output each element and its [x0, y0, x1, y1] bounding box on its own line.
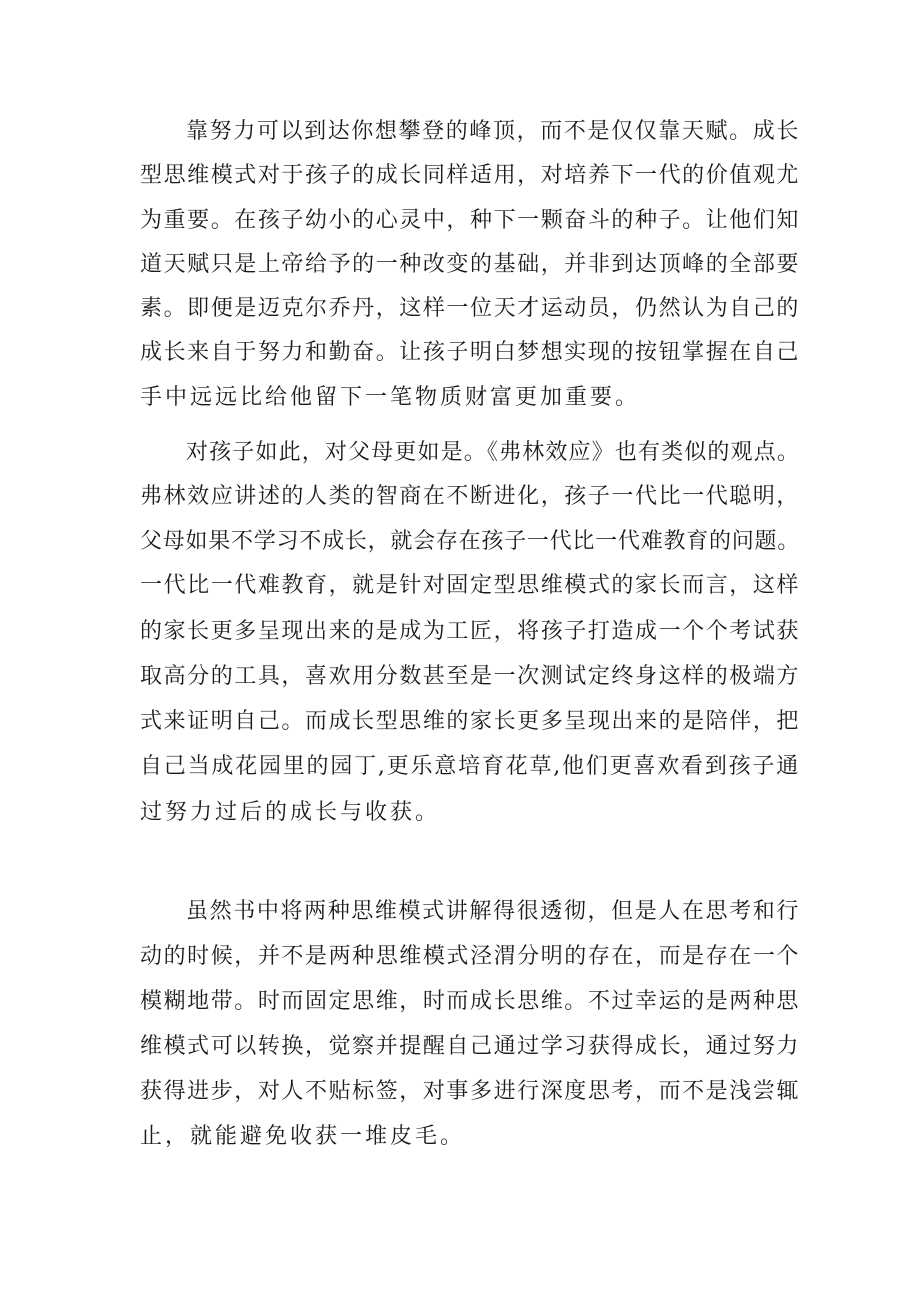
text-line: 过努力过后的成长与收获。 — [140, 800, 441, 825]
text-line: 素。即便是迈克尔乔丹，这样一位天才运动员，仍然认为自己的 — [140, 296, 801, 321]
text-line: 一代比一代难教育，就是针对固定型思维模式的家长而言，这样 — [140, 573, 801, 598]
text-line: 动的时候，并不是两种思维模式泾渭分明的存在，而是存在一个 — [140, 944, 801, 969]
text-line: 父母如果不学习不成长，就会存在孩子一代比一代难教育的问题。 — [140, 529, 801, 554]
text-line: 为重要。在孩子幼小的心灵中，种下一颗奋斗的种子。让他们知 — [140, 208, 801, 233]
text-line: 维模式可以转换，觉察并提醒自己通过学习获得成长，通过努力 — [140, 1034, 801, 1059]
text-line: 止，就能避免收获一堆皮毛。 — [140, 1124, 466, 1149]
text-line: 虽然书中将两种思维模式讲解得很透彻，但是人在思考和行 — [186, 899, 801, 924]
text-line: 模糊地带。时而固定思维，时而成长思维。不过幸运的是两种思 — [140, 989, 801, 1014]
text-line: 型思维模式对于孩子的成长同样适用，对培养下一代的价值观尤 — [140, 163, 801, 188]
text-line: 成长来自于努力和勤奋。让孩子明白梦想实现的按钮掌握在自己 — [140, 340, 801, 365]
text-line: 获得进步，对人不贴标签，对事多进行深度思考，而不是浅尝辄 — [140, 1079, 801, 1104]
text-line: 对孩子如此，对父母更如是。《弗林效应》也有类似的观点。 — [186, 440, 801, 465]
text-line: 取高分的工具，喜欢用分数甚至是一次测试定终身这样的极端方 — [140, 664, 801, 689]
text-line: 的家长更多呈现出来的是成为工匠，将孩子打造成一个个考试获 — [140, 619, 801, 644]
text-line: 自己当成花园里的园丁,更乐意培育花草,他们更喜欢看到孩子通 — [140, 754, 800, 779]
text-line: 道天赋只是上帝给予的一种改变的基础，并非到达顶峰的全部要 — [140, 252, 801, 277]
text-line: 式来证明自己。而成长型思维的家长更多呈现出来的是陪伴，把 — [140, 709, 801, 734]
text-line: 弗林效应讲述的人类的智商在不断进化，孩子一代比一代聪明， — [140, 484, 801, 509]
text-line: 手中远远比给他留下一笔物质财富更加重要。 — [140, 385, 641, 410]
text-line: 靠努力可以到达你想攀登的峰顶，而不是仅仅靠天赋。成长 — [186, 119, 801, 144]
